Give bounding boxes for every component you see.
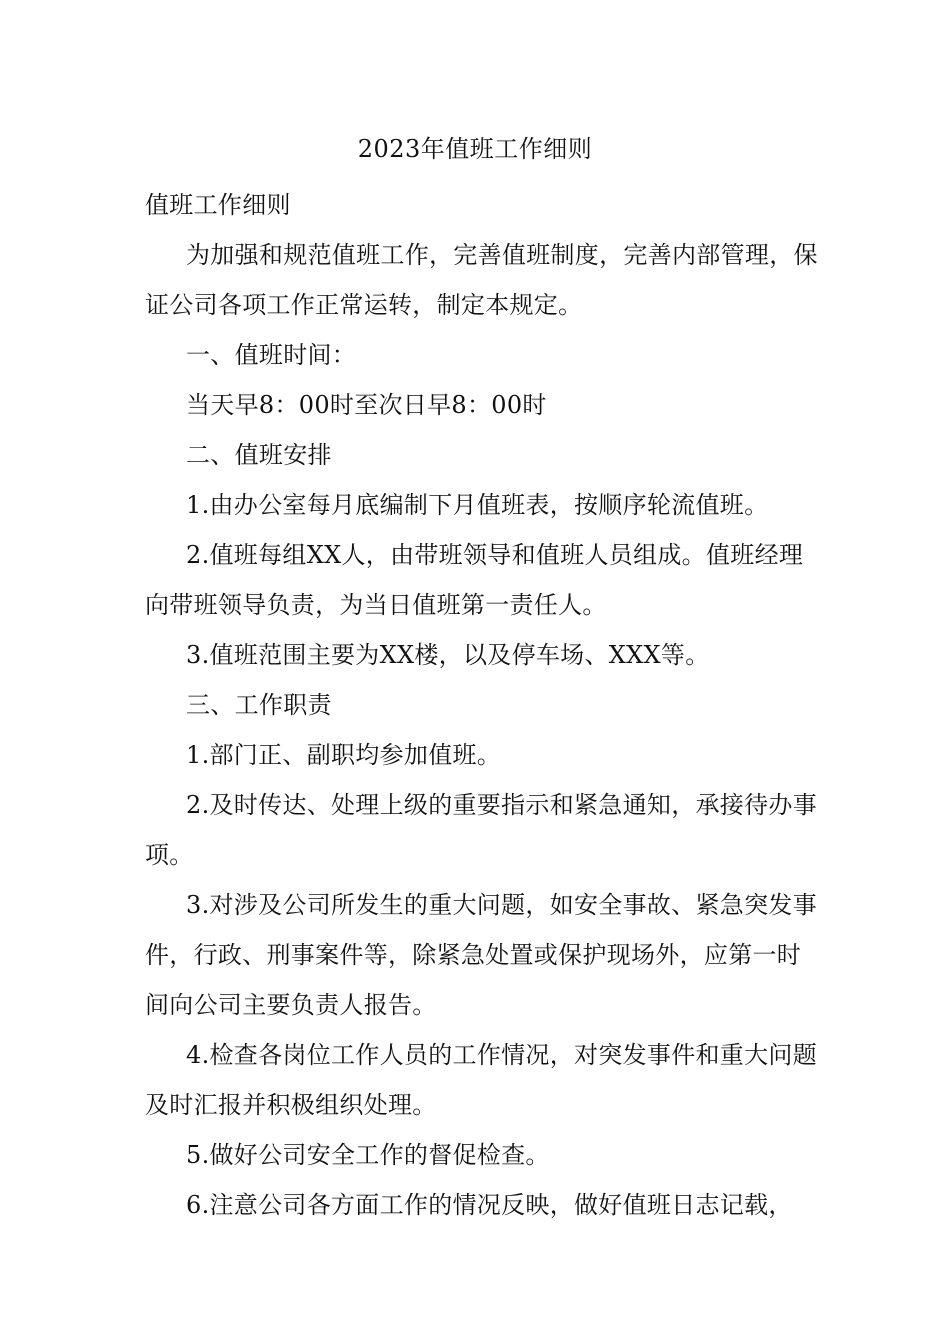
paragraph-arrangement-2: 2.值班每组XX人，由带班领导和值班人员组成。值班经理向带班领导负责，为当日值班第一责任人。 (145, 541, 804, 619)
paragraph-duty-time: 当天早8：00时至次日早8：00时 (186, 391, 547, 419)
paragraph-responsibility-1: 1.部门正、副职均参加值班。 (186, 741, 502, 769)
heading-duty-time: 一、值班时间： (186, 341, 357, 369)
heading-responsibilities: 三、工作职责 (186, 691, 332, 719)
section-heading: 值班工作细则 (145, 191, 291, 219)
paragraph-responsibility-2: 2.及时传达、处理上级的重要指示和紧急通知，承接待办事项。 (145, 791, 817, 869)
paragraph-responsibility-6: 6.注意公司各方面工作的情况反映，做好值班日志记载， (186, 1191, 793, 1219)
paragraph-arrangement-3: 3.值班范围主要为XX楼，以及停车场、XXX等。 (186, 641, 710, 669)
paragraph-intro: 为加强和规范值班工作，完善值班制度，完善内部管理，保证公司各项工作正常运转，制定本规定。 (145, 241, 818, 319)
document-body (145, 180, 825, 1230)
paragraph-responsibility-4: 4.检查各岗位工作人员的工作情况，对突发事件和重大问题及时汇报并积极组织处理。 (145, 1041, 817, 1119)
paragraph-responsibility-3: 3.对涉及公司所发生的重大问题，如安全事故、紧急突发事件，行政、刑事案件等，除紧急处置或保护现场外，应第一时间向公司主要负责人报告。 (145, 891, 817, 1019)
heading-duty-arrangement: 二、值班安排 (186, 441, 332, 469)
paragraph-responsibility-5: 5.做好公司安全工作的督促检查。 (186, 1141, 550, 1169)
paragraph-arrangement-1: 1.由办公室每月底编制下月值班表，按顺序轮流值班。 (186, 491, 769, 519)
document-title: 2023年值班工作细则 (357, 135, 593, 163)
